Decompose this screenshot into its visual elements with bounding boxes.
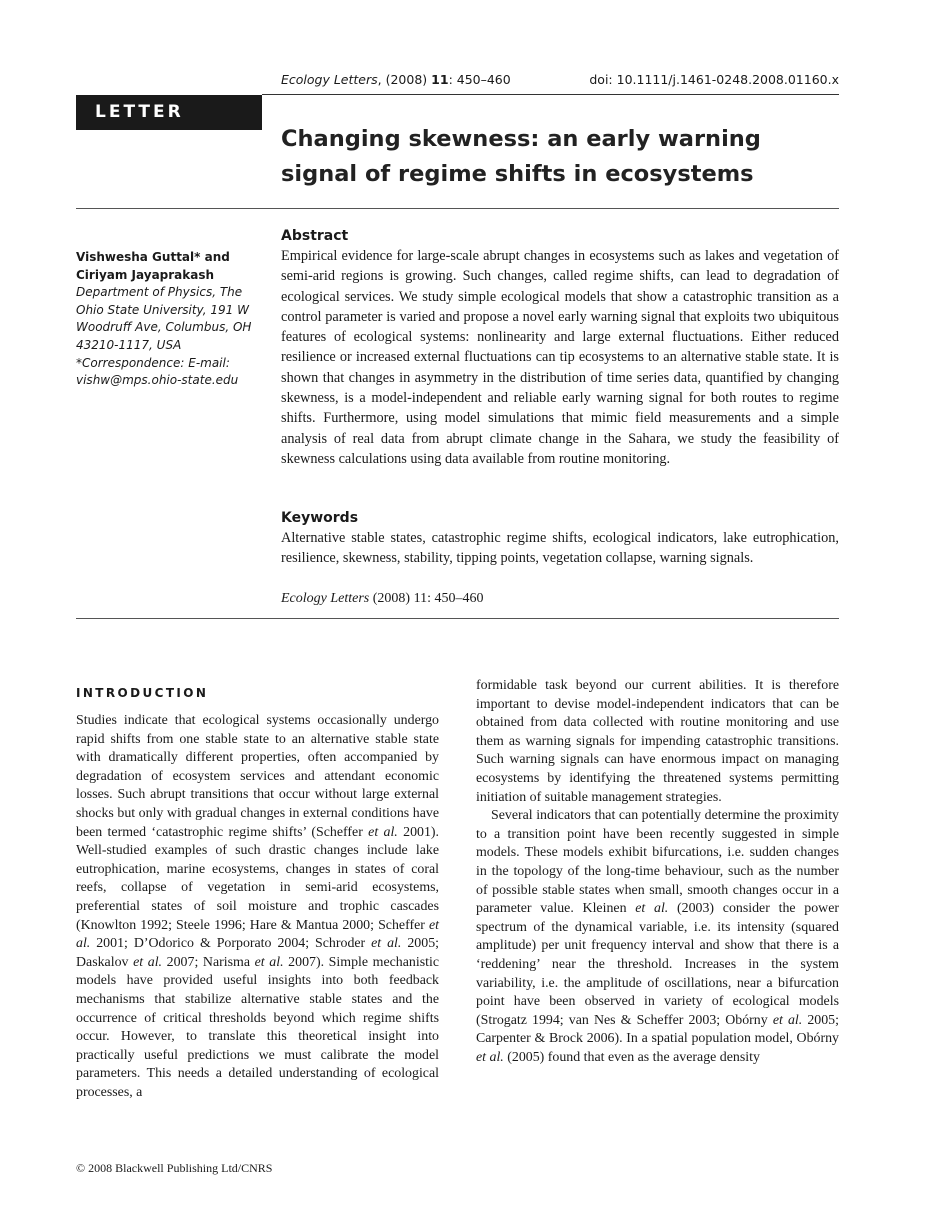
title-divider: [76, 208, 839, 209]
journal-pages: : 450–460: [448, 72, 511, 87]
author-affiliation: Department of Physics, The Ohio State University, 191 W Woodruff Ave, Columbus, OH 43210-1117, USA: [76, 285, 252, 352]
author-block: [76, 249, 266, 390]
intro-paragraph: Several indicators that can potentially determine the proximity to a transition point have been recently suggested in simple models. These models exhibit bifurcations, i.e. sudden changes in the topology of the long-time behaviour, such as the number of possible stable states when small, smooth changes occur in a parameter value. Kleinen et al. (2003) consider the power spectrum of the dynamical variable, i.e. its intensity (squared amplitude) per unit frequency interval and show that there is a ‘reddening’ near the threshold. Increases in the system variability, i.e. the amplitude of oscillations, near a bifurcation point have been observed in variety of ecological models (Strogatz 1994; van Nes & Scheffer 2003; Obórny et al. 2005; Carpenter & Brock 2006). In a spatial population model, Obórny et al. (2005) found that even as the average density: [476, 808, 839, 1065]
introduction-heading: INTRODUCTION: [76, 686, 209, 700]
abstract-heading: Abstract: [281, 228, 349, 244]
body-column-right: [476, 677, 839, 1067]
abstract-divider: [76, 618, 839, 619]
article-type-badge: LETTER: [76, 95, 262, 130]
citation-line: [281, 591, 483, 607]
correspondence: *Correspondence: E-mail: vishw@mps.ohio-state.edu: [76, 355, 239, 388]
intro-paragraph: Studies indicate that ecological systems occasionally undergo rapid shifts from one stable state to an alternative stable state with dramatically different properties, often accompanied by degradation of ecosystem services and attendant economic losses. Such abrupt transitions that occur without large external shocks but only with gradual changes in external conditions have been termed ‘catastrophic regime shifts’ (Scheffer et al. 2001). Well-studied examples of such drastic changes include lake eutrophication, marine ecosystems, changes in states of coral reefs, collapse of vegetation in semi-arid ecosystems, preferential states of soil moisture and trophic cascades (Knowlton 1992; Steele 1996; Hare & Mantua 2000; Scheffer et al. 2001; D’Odorico & Porporato 2004; Schroder et al. 2005; Daskalov et al. 2007; Narisma et al. 2007). Simple mechanistic models have provided useful insights into both feedback mechanisms that stabilize alternative stable states and the occurrence of critical thresholds beyond which regime shifts occur. However, to translate this theoretical insight into practically useful predictions we must calibrate the model parameters. This needs a detailed understanding of ecological processes, a: [76, 713, 440, 1100]
abstract-text: Empirical evidence for large-scale abrupt changes in ecosystems such as lakes and vegetation of semi-arid regions is growing. Such changes, called regime shifts, can lead to degradation of ecological services. We study simple ecological models that show a catastrophic transition as a control parameter is varied and propose a novel early warning signal that exploits two ubiquitous features of ecological systems: nonlinearity and large external fluctuations. Either reduced resilience or increased external fluctuations can tip ecosystems to an alternative stable state. It is shown that changes in asymmetry in the distribution of time series data, quantified by changing skewness, is a model-independent and reliable early warning signal for both routes to regime shifts. Furthermore, using model simulations that mimic field measurements and a simple analysis of real data from abrupt climate change in the Sahara, we study the feasibility of skewness calculations using data available from routine monitoring.: [281, 248, 839, 467]
keywords-text: Alternative stable states, catastrophic regime shifts, ecological indicators, lake eutrophication, resilience, skewness, stability, tipping points, vegetation collapse, warning signals.: [281, 530, 839, 567]
keywords-heading: Keywords: [281, 510, 359, 526]
intro-paragraph-continued: formidable task beyond our current abilities. It is therefore important to devise model-independent indicators that can be obtained from data collected with routine monitoring and use them as warning signals for impending catastrophic transitions. Such warning signals can have enormous impact on managing ecosystems by identifying the threatened systems permitting initiation of suitable management strategies.: [476, 678, 839, 805]
header-rule: [262, 94, 839, 95]
journal-year: , (2008): [377, 72, 432, 87]
article-title: Changing skewness: an early warning signal of regime shifts in ecosystems: [281, 126, 761, 187]
copyright-footer: © 2008 Blackwell Publishing Ltd/CNRS: [76, 1161, 273, 1175]
body-column-left: [76, 712, 439, 1102]
doi: doi: 10.1111/j.1461-0248.2008.01160.x: [589, 72, 839, 87]
citation-details: (2008) 11: 450–460: [369, 591, 484, 606]
journal-name: Ecology Letters: [281, 72, 378, 87]
citation-journal: Ecology Letters: [281, 591, 370, 606]
journal-reference: [281, 72, 511, 87]
running-head: [281, 72, 839, 90]
journal-volume: 11: [431, 72, 449, 87]
author-names: Vishwesha Guttal* and Ciriyam Jayaprakash: [76, 250, 230, 282]
